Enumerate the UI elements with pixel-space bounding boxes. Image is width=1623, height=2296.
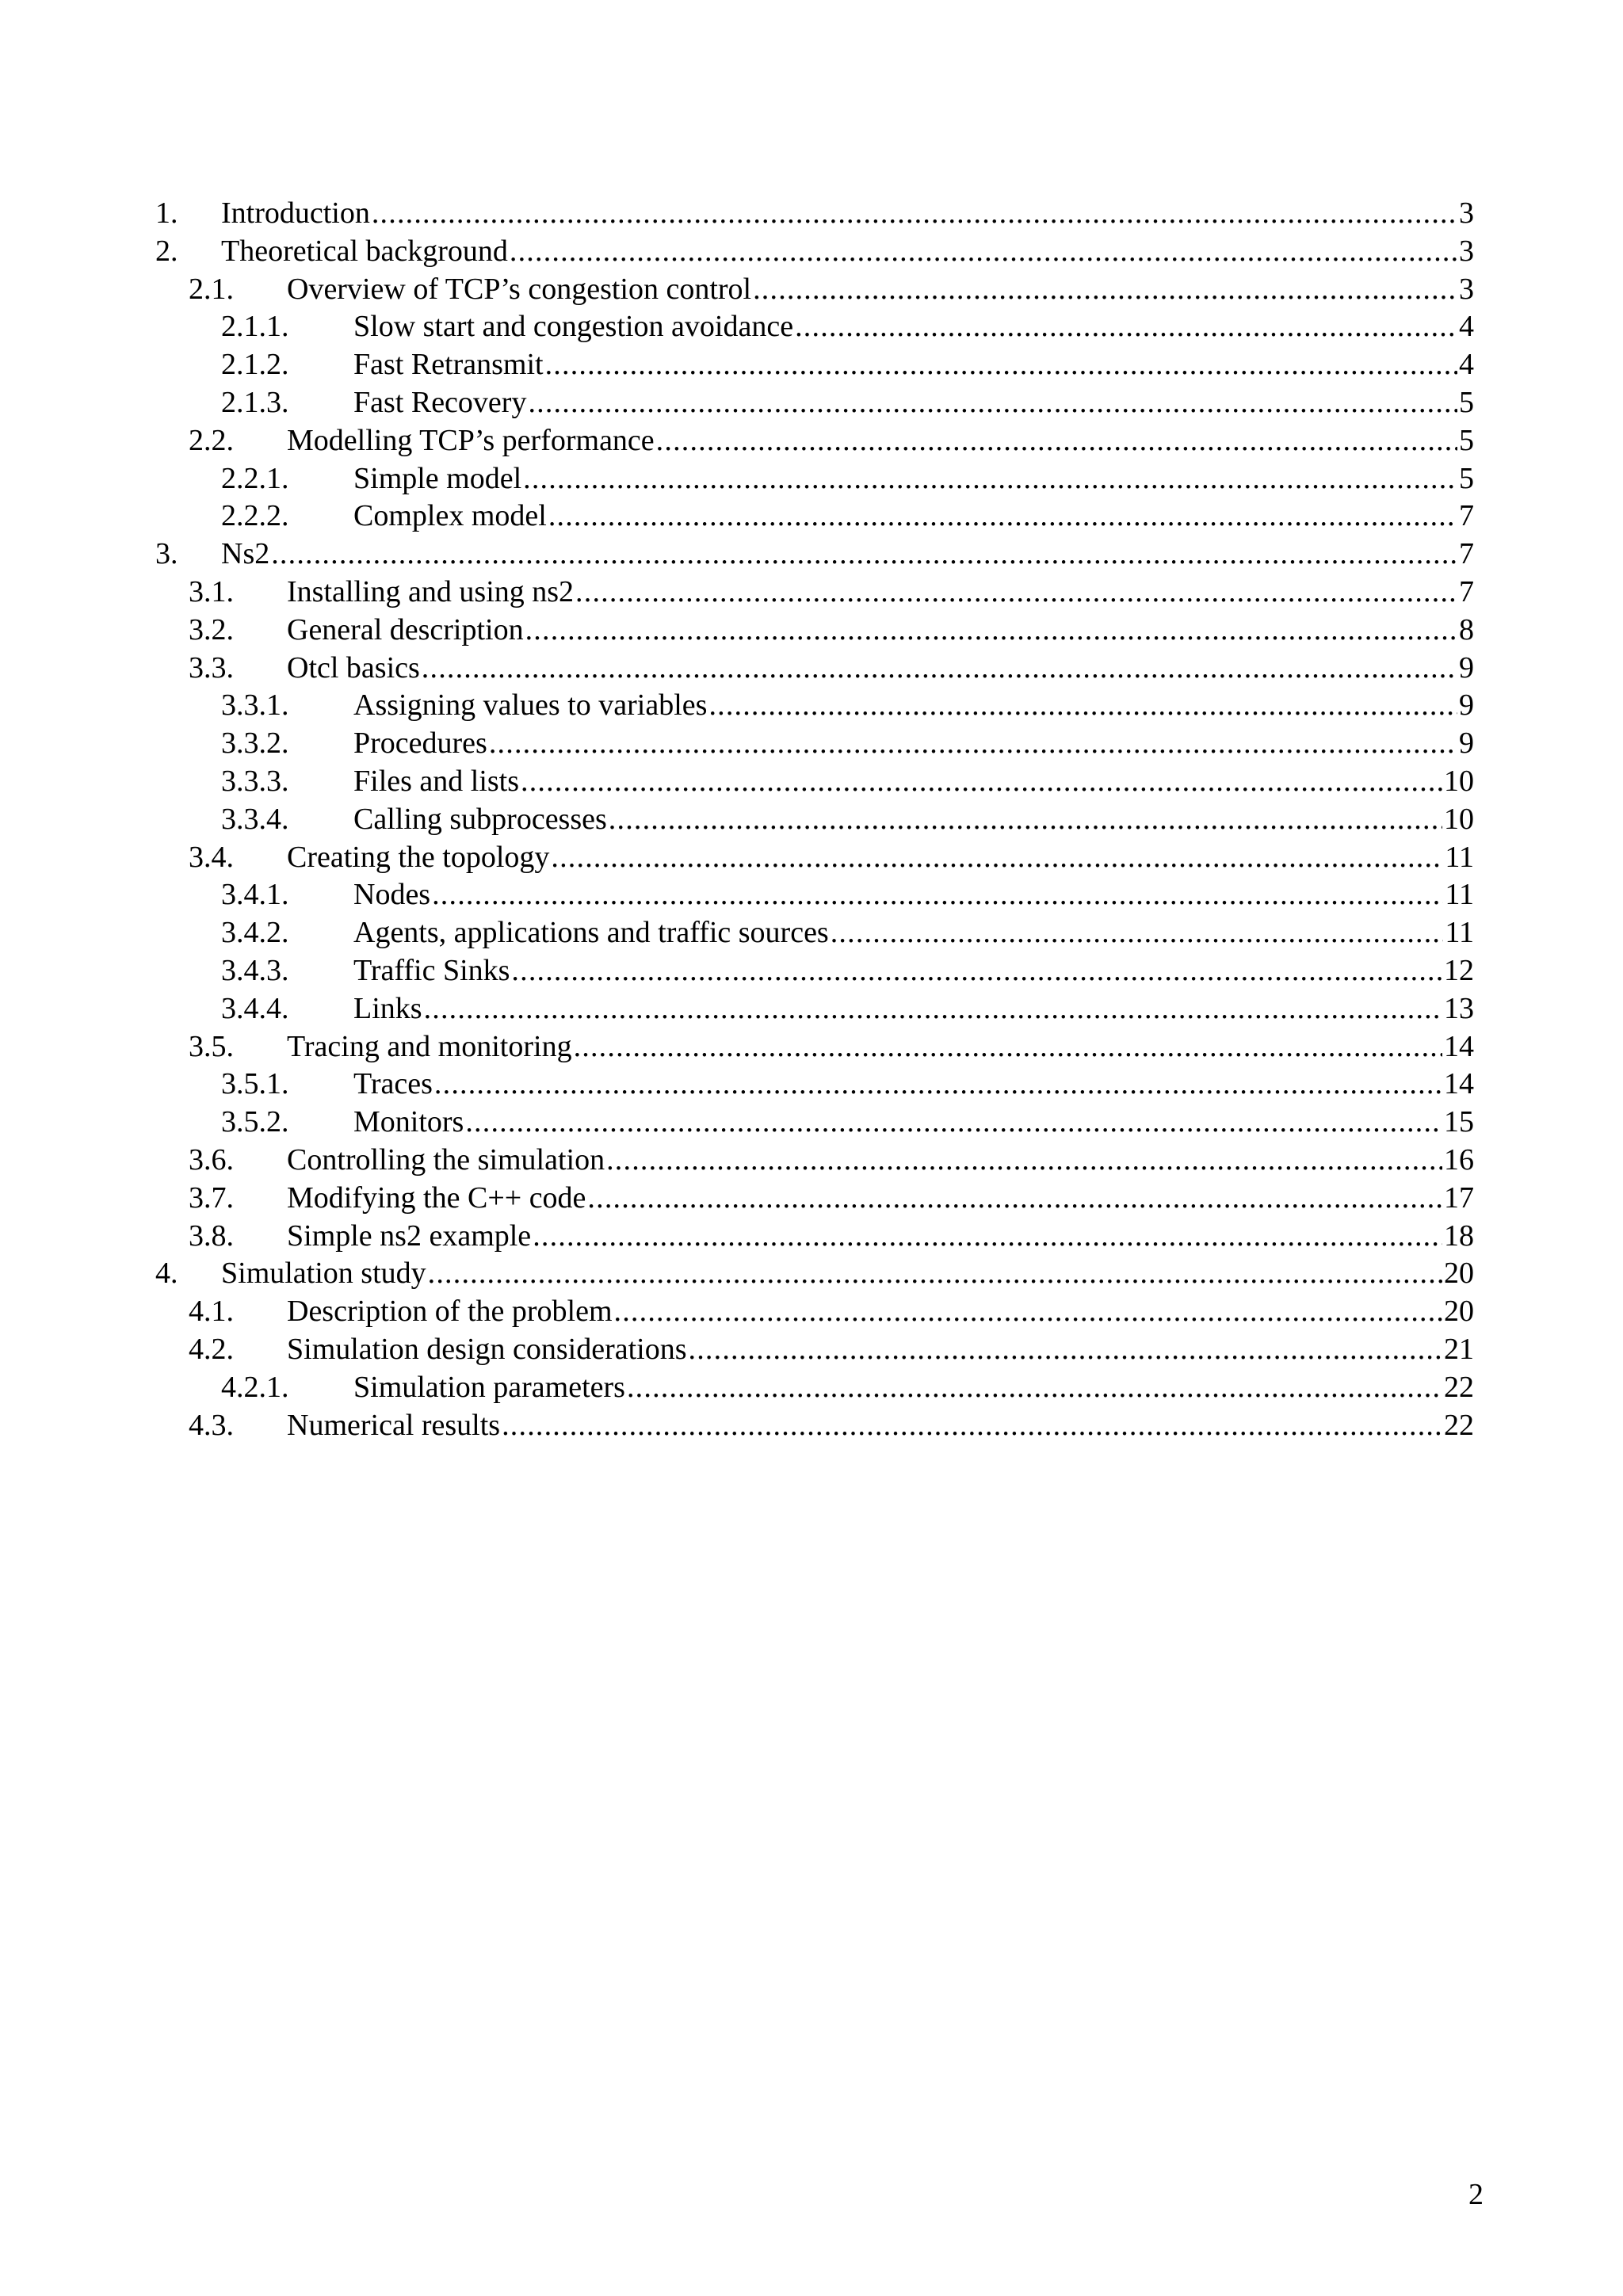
toc-entry[interactable] [155, 801, 1474, 839]
toc-entry-page: 10 [1444, 764, 1474, 798]
toc-entry[interactable] [155, 460, 1474, 498]
toc-entry-number: 4.2.1. [221, 1370, 289, 1404]
toc-entry[interactable] [155, 233, 1474, 271]
toc-entry-title: Fast Recovery [353, 384, 526, 422]
toc-entry-title: Modifying the C++ code [287, 1180, 586, 1218]
toc-entry[interactable] [155, 536, 1474, 574]
toc-entry-number: 2.2. [189, 423, 234, 457]
toc-entry-title: Agents, applications and traffic sources [353, 914, 829, 952]
toc-entry-page: 11 [1445, 916, 1474, 950]
toc-entry-title: Otcl basics [287, 650, 420, 688]
toc-entry[interactable] [155, 308, 1474, 346]
toc-entry-page: 16 [1444, 1142, 1474, 1177]
toc-entry-number: 3.2. [189, 612, 234, 646]
toc-entry-number: 3.7. [189, 1180, 234, 1215]
toc-entry[interactable] [155, 1293, 1474, 1331]
toc-dot-leader [829, 914, 1444, 952]
toc-entry[interactable] [155, 1407, 1474, 1445]
toc-dot-leader [574, 574, 1457, 612]
toc-entry[interactable] [155, 1218, 1474, 1256]
toc-entry-page: 5 [1459, 385, 1474, 419]
toc-dot-leader [531, 1218, 1442, 1256]
toc-entry[interactable] [155, 195, 1474, 233]
toc-entry-number: 3.3.2. [221, 727, 289, 761]
toc-entry-number: 2.2.1. [221, 461, 289, 495]
toc-entry-page: 7 [1459, 574, 1474, 608]
toc-entry[interactable] [155, 687, 1474, 725]
toc-entry-title: Description of the problem [287, 1293, 613, 1331]
toc-entry[interactable] [155, 1066, 1474, 1104]
toc-entry-title: Simulation parameters [353, 1369, 625, 1407]
toc-entry-page: 22 [1444, 1408, 1474, 1442]
toc-entry-title: Simple model [353, 460, 521, 498]
toc-entry-number: 3.1. [189, 574, 234, 608]
toc-dot-leader [433, 1066, 1442, 1104]
toc-dot-leader [510, 952, 1442, 990]
toc-entry-title: Tracing and monitoring [287, 1028, 572, 1066]
toc-entry-page: 20 [1444, 1257, 1474, 1291]
toc-entry[interactable] [155, 839, 1474, 877]
toc-entry[interactable] [155, 422, 1474, 460]
toc-entry-page: 21 [1444, 1332, 1474, 1366]
toc-entry-page: 15 [1444, 1105, 1474, 1139]
toc-entry-title: Simulation study [221, 1255, 426, 1293]
page-number: 2 [1468, 2178, 1484, 2211]
toc-dot-leader [526, 384, 1457, 422]
toc-entry[interactable] [155, 384, 1474, 422]
toc-entry-title: Introduction [221, 195, 370, 233]
toc-entry-page: 8 [1459, 612, 1474, 646]
toc-entry-page: 11 [1445, 840, 1474, 874]
toc-entry-page: 9 [1459, 688, 1474, 723]
toc-entry-title: Files and lists [353, 763, 519, 801]
toc-entry-number: 3.4. [189, 840, 234, 874]
toc-entry-title: Simulation design considerations [287, 1331, 687, 1369]
toc-entry[interactable] [155, 1369, 1474, 1407]
toc-dot-leader [586, 1180, 1442, 1218]
toc-entry-number: 4. [155, 1257, 178, 1291]
toc-entry[interactable] [155, 612, 1474, 650]
toc-entry[interactable] [155, 725, 1474, 763]
toc-entry-title: Assigning values to variables [353, 687, 707, 725]
toc-entry-title: Calling subprocesses [353, 801, 607, 839]
toc-dot-leader [269, 536, 1457, 574]
toc-entry-title: Monitors [353, 1104, 464, 1142]
toc-dot-leader [607, 801, 1442, 839]
toc-entry-page: 13 [1444, 991, 1474, 1025]
toc-entry-number: 4.3. [189, 1408, 234, 1442]
toc-dot-leader [547, 498, 1457, 536]
toc-entry[interactable] [155, 574, 1474, 612]
toc-entry-number: 3.5.1. [221, 1067, 289, 1101]
toc-dot-leader [613, 1293, 1442, 1331]
toc-entry-title: Traffic Sinks [353, 952, 510, 990]
toc-entry-number: 2.1. [189, 272, 234, 306]
toc-entry[interactable] [155, 498, 1474, 536]
toc-dot-leader [524, 612, 1457, 650]
toc-entry-number: 3.8. [189, 1219, 234, 1253]
toc-entry-title: Creating the topology [287, 839, 549, 877]
toc-entry-number: 4.2. [189, 1332, 234, 1366]
toc-entry-title: Slow start and congestion avoidance [353, 308, 793, 346]
toc-dot-leader [793, 308, 1457, 346]
toc-entry-page: 4 [1459, 348, 1474, 382]
toc-entry[interactable] [155, 914, 1474, 952]
toc-entry-page: 3 [1459, 196, 1474, 230]
toc-entry[interactable] [155, 952, 1474, 990]
toc-entry-number: 3.5. [189, 1029, 234, 1063]
toc-entry-number: 3.3. [189, 650, 234, 685]
toc-entry-title: Traces [353, 1066, 433, 1104]
toc-entry-number: 3.4.4. [221, 991, 289, 1025]
toc-entry[interactable] [155, 763, 1474, 801]
toc-entry[interactable] [155, 1180, 1474, 1218]
toc-dot-leader [500, 1407, 1442, 1445]
toc-entry-page: 14 [1444, 1029, 1474, 1063]
toc-dot-leader [605, 1142, 1442, 1180]
toc-entry-page: 12 [1444, 953, 1474, 987]
toc-entry-title: Fast Retransmit [353, 346, 544, 384]
toc-dot-leader [519, 763, 1442, 801]
toc-entry-number: 2.1.1. [221, 310, 289, 344]
toc-entry-page: 22 [1444, 1370, 1474, 1404]
toc-entry[interactable] [155, 1104, 1474, 1142]
toc-entry[interactable] [155, 1142, 1474, 1180]
toc-dot-leader [508, 233, 1457, 271]
toc-entry-number: 3.3.4. [221, 802, 289, 836]
toc-dot-leader [549, 839, 1443, 877]
toc-dot-leader [655, 422, 1457, 460]
toc-entry-number: 2.2.2. [221, 499, 289, 533]
toc-dot-leader [572, 1028, 1442, 1066]
table-of-contents [155, 195, 1474, 1444]
toc-entry-title: Theoretical background [221, 233, 508, 271]
toc-dot-leader [430, 876, 1443, 914]
toc-entry-title: Installing and using ns2 [287, 574, 574, 612]
toc-entry[interactable] [155, 650, 1474, 688]
toc-entry-title: Modelling TCP’s performance [287, 422, 655, 460]
toc-entry-title: Numerical results [287, 1407, 500, 1445]
toc-entry[interactable] [155, 1028, 1474, 1066]
toc-dot-leader [625, 1369, 1442, 1407]
toc-entry-page: 7 [1459, 537, 1474, 571]
toc-entry[interactable] [155, 1331, 1474, 1369]
toc-entry-number: 3. [155, 537, 178, 571]
toc-entry-number: 3.4.3. [221, 953, 289, 987]
toc-entry-title: Overview of TCP’s congestion control [287, 271, 751, 309]
toc-dot-leader [707, 687, 1457, 725]
toc-entry-number: 2.1.3. [221, 385, 289, 419]
toc-dot-leader [422, 990, 1442, 1028]
toc-entry[interactable] [155, 271, 1474, 309]
toc-entry-page: 17 [1444, 1180, 1474, 1215]
toc-entry-page: 5 [1459, 423, 1474, 457]
toc-dot-leader [420, 650, 1457, 688]
toc-entry-number: 3.4.1. [221, 878, 289, 912]
toc-dot-leader [426, 1255, 1442, 1293]
toc-entry[interactable] [155, 346, 1474, 384]
toc-entry[interactable] [155, 990, 1474, 1028]
toc-entry-page: 9 [1459, 727, 1474, 761]
toc-entry-page: 14 [1444, 1067, 1474, 1101]
toc-entry-number: 3.6. [189, 1142, 234, 1177]
toc-entry-number: 4.1. [189, 1295, 234, 1329]
toc-entry-title: Simple ns2 example [287, 1218, 531, 1256]
toc-entry-title: Links [353, 990, 422, 1028]
toc-entry-page: 10 [1444, 802, 1474, 836]
toc-entry-title: Ns2 [221, 536, 269, 574]
toc-entry-number: 3.3.3. [221, 764, 289, 798]
toc-entry-page: 7 [1459, 499, 1474, 533]
toc-dot-leader [464, 1104, 1442, 1142]
toc-entry-title: Complex model [353, 498, 547, 536]
toc-entry-page: 4 [1459, 310, 1474, 344]
toc-entry-number: 3.3.1. [221, 688, 289, 723]
toc-entry-page: 3 [1459, 234, 1474, 268]
toc-entry-page: 5 [1459, 461, 1474, 495]
toc-entry-number: 1. [155, 196, 178, 230]
toc-entry-title: Controlling the simulation [287, 1142, 605, 1180]
toc-entry-number: 2.1.2. [221, 348, 289, 382]
toc-entry-number: 3.5.2. [221, 1105, 289, 1139]
toc-entry-page: 18 [1444, 1219, 1474, 1253]
toc-entry-number: 3.4.2. [221, 916, 289, 950]
toc-entry-page: 3 [1459, 272, 1474, 306]
toc-entry-title: Procedures [353, 725, 487, 763]
toc-entry-page: 20 [1444, 1295, 1474, 1329]
toc-dot-leader [544, 346, 1457, 384]
toc-entry-title: General description [287, 612, 524, 650]
toc-dot-leader [487, 725, 1457, 763]
toc-dot-leader [521, 460, 1457, 498]
toc-entry[interactable] [155, 876, 1474, 914]
toc-entry-title: Nodes [353, 876, 430, 914]
toc-dot-leader [687, 1331, 1442, 1369]
toc-entry-page: 9 [1459, 650, 1474, 685]
toc-entry[interactable] [155, 1255, 1474, 1293]
toc-entry-number: 2. [155, 234, 178, 268]
toc-dot-leader [370, 195, 1457, 233]
toc-dot-leader [751, 271, 1457, 309]
toc-entry-page: 11 [1445, 878, 1474, 912]
